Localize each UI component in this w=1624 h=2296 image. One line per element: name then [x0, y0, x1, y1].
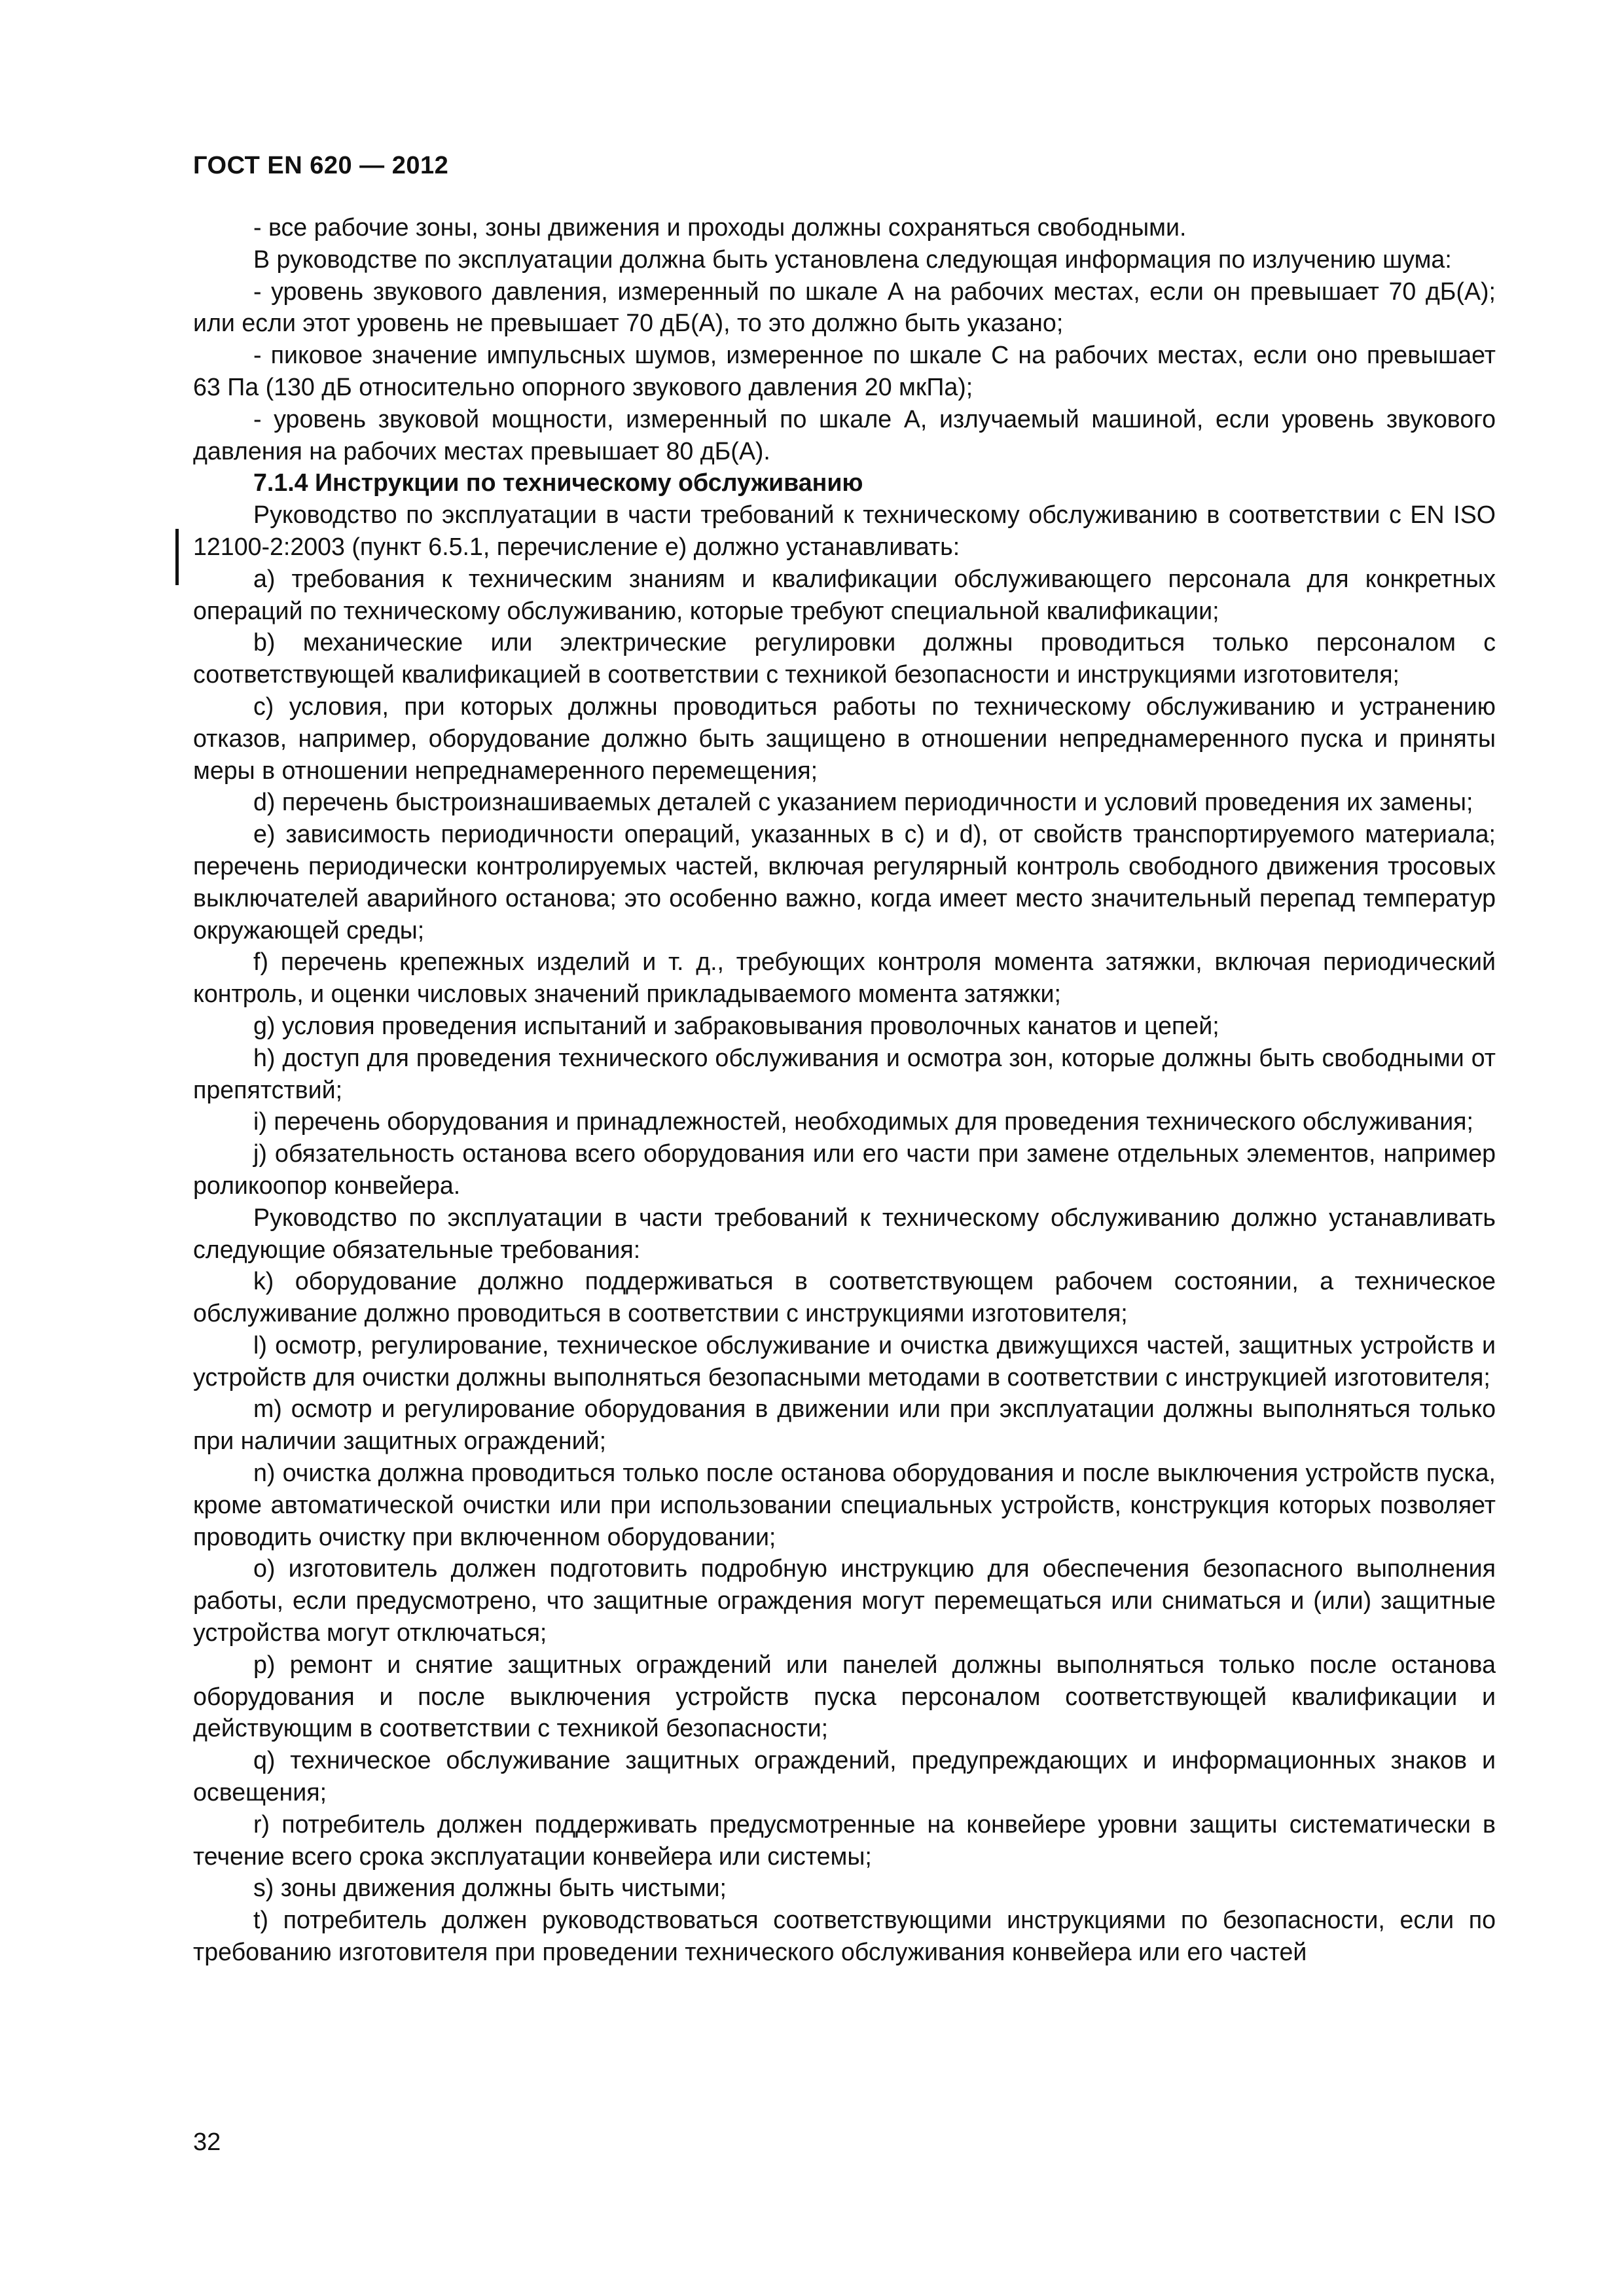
- document-body: [193, 211, 1496, 1968]
- document-header: ГОСТ EN 620 — 2012: [193, 152, 449, 179]
- list-item-j: j) обязательность останова всего оборудования или его части при замене отдельных элементов, например роликоопор конвейера.: [193, 1139, 1496, 1199]
- list-item-l: l) осмотр, регулирование, техническое обслуживание и очистка движущихся частей, защитных устройств и устройств для очистки должны выполняться безопасными методами в соответствии с инструкцией изготовителя;: [193, 1331, 1496, 1391]
- paragraph: - все рабочие зоны, зоны движения и проходы должны сохраняться свободными.: [253, 213, 1187, 241]
- revision-marker: [175, 529, 179, 585]
- list-item-g: g) условия проведения испытаний и забраковывания проволочных канатов и цепей;: [253, 1011, 1219, 1039]
- section-heading: 7.1.4 Инструкции по техническому обслуживанию: [253, 469, 863, 497]
- list-item-n: n) очистка должна проводиться только после останова оборудования и после выключения устройств пуска, кроме автоматической очистки или при использовании специальных устройств, конструкция которых позволяет проводить очистку при включенном оборудовании;: [193, 1459, 1496, 1551]
- list-item-c: c) условия, при которых должны проводиться работы по техническому обслуживанию и устранению отказов, например, оборудование должно быть защищено в отношении непреднамеренного пуска и приняты меры в отношении непреднамеренного перемещения;: [193, 692, 1496, 784]
- paragraph: - уровень звукового давления, измеренный по шкале А на рабочих местах, если он превышает 70 дБ(А); или если этот уровень не превышает 70 дБ(А), то это должно быть указано;: [193, 277, 1496, 337]
- list-item-q: q) техническое обслуживание защитных ограждений, предупреждающих и информационных знаков и освещения;: [193, 1746, 1496, 1806]
- page-number: 32: [193, 2128, 221, 2156]
- list-item-m: m) осмотр и регулирование оборудования в движении или при эксплуатации должны выполняться только при наличии защитных ограждений;: [193, 1395, 1496, 1455]
- list-item-d: d) перечень быстроизнашиваемых деталей с указанием периодичности и условий проведения их замены;: [253, 788, 1473, 816]
- list-item-k: k) оборудование должно поддерживаться в соответствующем рабочем состоянии, а техническое обслуживание должно проводиться в соответствии с инструкциями изготовителя;: [193, 1267, 1496, 1327]
- paragraph: Руководство по эксплуатации в части требований к техническому обслуживанию должно устанавливать следующие обязательные требования:: [193, 1203, 1496, 1263]
- list-item-h: h) доступ для проведения технического обслуживания и осмотра зон, которые должны быть свободными от препятствий;: [193, 1043, 1496, 1103]
- list-item-b: b) механические или электрические регулировки должны проводиться только персоналом с соответствующей квалификацией в соответствии с техникой безопасности и инструкциями изготовителя;: [193, 628, 1496, 689]
- list-item-i: i) перечень оборудования и принадлежностей, необходимых для проведения технического обслуживания;: [253, 1107, 1473, 1136]
- paragraph: - уровень звуковой мощности, измеренный по шкале А, излучаемый машиной, если уровень звукового давления на рабочих местах превышает 80 дБ(А).: [193, 404, 1496, 465]
- list-item-o: o) изготовитель должен подготовить подробную инструкцию для обеспечения безопасного выполнения работы, если предусмотрено, что защитные ограждения могут перемещаться или сниматься и (или) защитные устройства могут отключаться;: [193, 1554, 1496, 1647]
- list-item-f: f) перечень крепежных изделий и т. д., требующих контроля момента затяжки, включая периодический контроль, и оценки числовых значений прикладываемого момента затяжки;: [193, 948, 1496, 1008]
- list-item-t: t) потребитель должен руководствоваться соответствующими инструкциями по безопасности, если по требованию изготовителя при проведении технического обслуживания конвейера или его частей: [193, 1906, 1496, 1966]
- paragraph: Руководство по эксплуатации в части требований к техническому обслуживанию в соответствии с EN ISO 12100-2:2003 (пункт 6.5.1, перечисление е) должно устанавливать:: [193, 501, 1496, 560]
- list-item-e: e) зависимость периодичности операций, указанных в c) и d), от свойств транспортируемого материала; перечень периодически контролируемых частей, включая регулярный контроль свободного движения тросовых выключателей аварийного останова; это особенно важно, когда имеет место значительный перепад температур окружающей среды;: [193, 820, 1496, 944]
- paragraph: В руководстве по эксплуатации должна быть установлена следующая информация по излучению шума:: [253, 245, 1452, 273]
- list-item-a: а) требования к техническим знаниям и квалификации обслуживающего персонала для конкретных операций по техническому обслуживанию, которые требуют специальной квалификации;: [193, 564, 1496, 624]
- list-item-p: p) ремонт и снятие защитных ограждений или панелей должны выполняться только после останова оборудования и после выключения устройств пуска персоналом соответствующей квалификации и действующим в соответствии с техникой безопасности;: [193, 1650, 1496, 1742]
- list-item-s: s) зоны движения должны быть чистыми;: [253, 1874, 727, 1902]
- list-item-r: r) потребитель должен поддерживать предусмотренные на конвейере уровни защиты систематически в течение всего срока эксплуатации конвейера или системы;: [193, 1810, 1496, 1870]
- paragraph: - пиковое значение импульсных шумов, измеренное по шкале С на рабочих местах, если оно превышает 63 Па (130 дБ относительно опорного звукового давления 20 мкПа);: [193, 341, 1496, 401]
